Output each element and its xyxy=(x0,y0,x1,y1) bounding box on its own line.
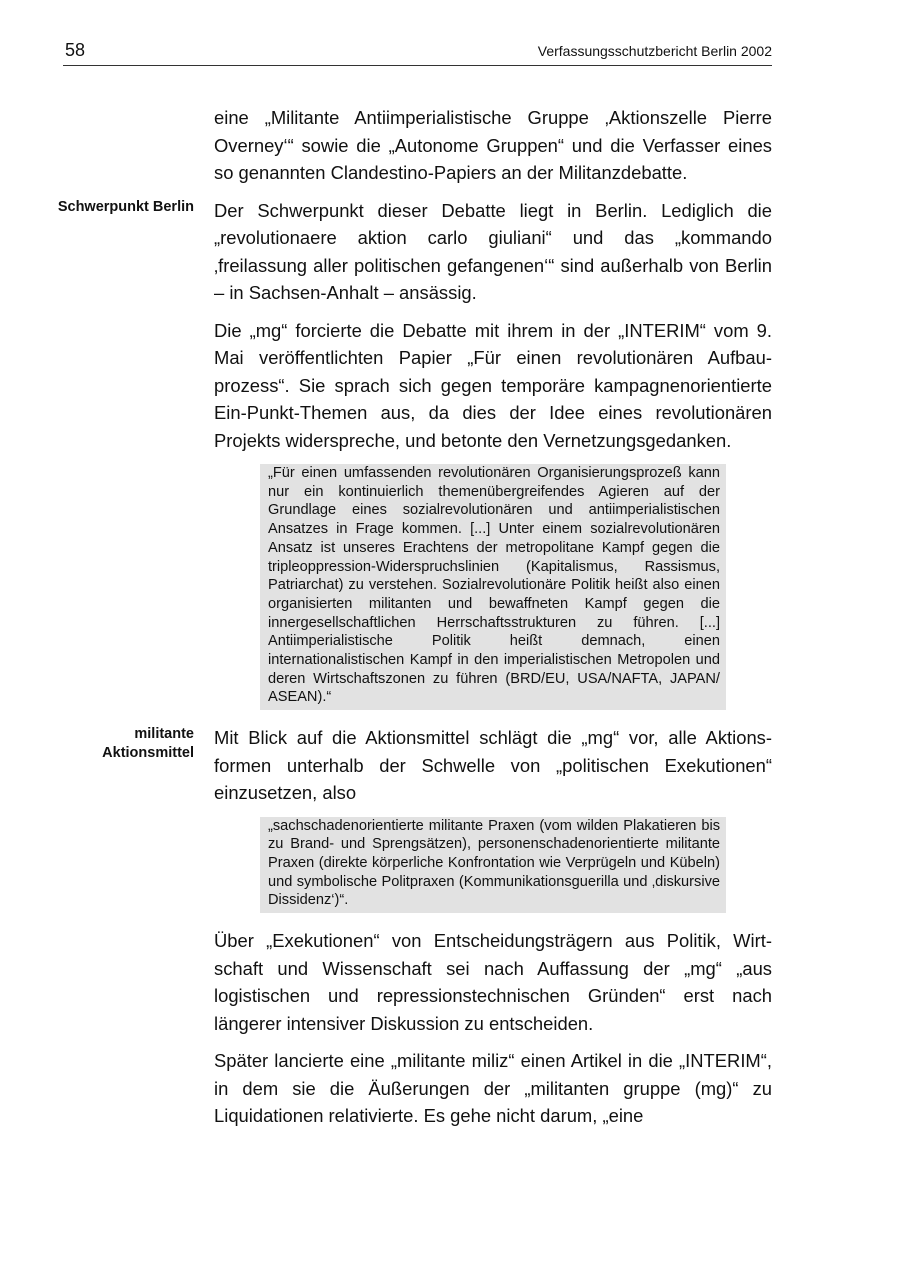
running-title: Verfassungsschutzbericht Berlin 2002 xyxy=(537,43,772,59)
paragraph-2-text: Der Schwerpunkt dieser Debatte liegt in Berlin. Lediglich die „revolutionaere aktion carlo giuliani“ und das „kommando ‚freilassung aller politischen gefangenen‘“ sind außerhalb von Berlin – in Sachsen-Anhalt – ansässig. xyxy=(214,199,772,303)
margin-note-schwerpunkt-berlin: Schwerpunkt Berlin xyxy=(57,198,194,215)
paragraph-4 xyxy=(102,724,772,807)
paragraph-1: eine „Militante Antiimperialistische Gruppe ‚Aktionszelle Pierre Overney‘“ sowie die „Autonome Gruppen“ und die Verfasser eines so genannten Clandestino-Papiers an der Militanzdebatte. xyxy=(214,107,772,183)
page-header xyxy=(63,38,772,66)
paragraph-3: Die „mg“ forcierte die Debatte mit ihrem in der „INTERIM“ vom 9. Mai veröffentlichten Papier „Für einen revolutionären Aufbauprozess“. Sie sprach sich gegen temporäre kampagnenorientierte Ein-Punkt-Themen aus, da dies der Idee eines revolutionären Projekts widerspreche, und betonte den Vernetzungsgedanken. xyxy=(214,319,772,451)
quote-block-1: „Für einen umfassenden revolutionären Organisierungsprozeß kann nur ein kontinuierlich themenübergreifendes Agieren auf der Grundlage eines sozialrevolutionären und antiimperialistischen Ansatzes in Frage kommen. [...] Unter einem sozialrevolutionären Ansatz ist unseres Erachtens der metropolitane Kampf gegen die tripleoppression-Widerspruchslinien (Kapitalismus, Rassismus, Patriarchat) zu verstehen. Sozialrevolutionäre Politik heißt also einen organisierten militanten und bewaffneten Kampf gegen die innergesellschaftlichen Herrschaftsstrukturen zu führen. [...] Antiimperialistische Politik heißt demnach, einen internationalistischen Kampf in den imperialistischen Metropolen und deren Wirtschaftszonen zu führen (BRD/EU, USA/NAFTA, JAPAN/ ASEAN).“ xyxy=(260,464,726,710)
quote-block-2: „sachschadenorientierte militante Praxen (vom wilden Plakatieren bis zu Brand- und Sprengsätzen), personenschadenorientierte militante Praxen (direkte körperliche Konfrontation wie Verprügeln und Kübeln) und symbolische Politpraxen (Kommunikationsguerilla und ‚diskursive Dissidenz‘)“. xyxy=(260,817,726,914)
paragraph-2 xyxy=(57,197,772,307)
margin-note-line-1: militante xyxy=(134,726,194,743)
paragraph-6: Später lancierte eine „militante miliz“ einen Artikel in die „INTERIM“, in dem sie die Äußerungen der „militanten gruppe (mg)“ zu Liquidationen relativierte. Es gehe nicht darum, „eine xyxy=(214,1050,772,1127)
margin-note-militante-aktionsmittel xyxy=(24,725,194,762)
main-text xyxy=(57,104,772,1140)
paragraph-4-text: Mit Blick auf die Aktionsmittel schlägt die „mg“ vor, alle Aktionsformen unterhalb der Schwelle von „politischen Exekutionen“ einzusetzen, also xyxy=(214,727,772,804)
margin-note-line-2: Aktionsmittel xyxy=(102,744,194,761)
paragraph-5: Über „Exekutionen“ von Entscheidungsträgern aus Politik, Wirtschaft und Wissenschaft sei nach Auffassung der „mg“ „aus logistischen und repressionstechnischen Gründen“ erst nach längerer intensiver Diskussion zu entscheiden. xyxy=(214,930,772,1034)
page-number: 58 xyxy=(65,40,86,60)
